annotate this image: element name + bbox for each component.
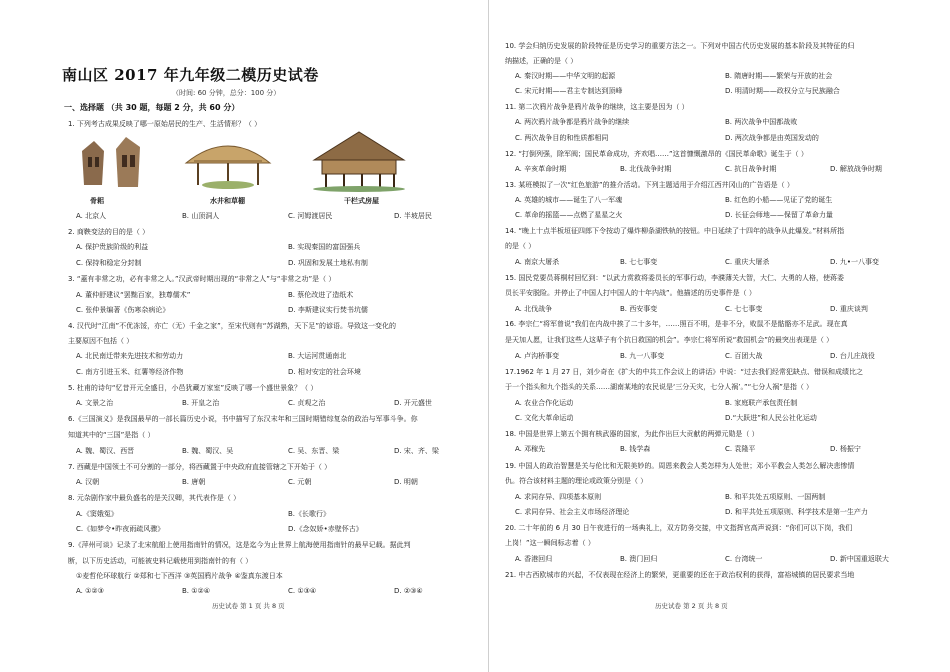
option: A. 辛亥革命时期 bbox=[515, 165, 567, 173]
option: C. 两次战争目的和性质都相同 bbox=[515, 134, 609, 142]
question-12: 12. “打倒列强，除军阀；国民革命成功，齐欢唱……”这首慷慨激昂的《国民革命歌》诞生于（ ） bbox=[505, 150, 808, 158]
option: C. 保持和稳定分封制 bbox=[76, 259, 142, 267]
option: B. 钱学森 bbox=[620, 445, 651, 453]
option: B. 大运河贯通南北 bbox=[288, 352, 347, 360]
option: A. 求同存异、四项基本原则 bbox=[515, 493, 602, 501]
question-18: 18. 中国是世界上第五个拥有核武器的国家，为此作出巨大贡献的两弹元勋是（ ） bbox=[505, 430, 759, 438]
option: A. 两次鸦片战争都是鸦片战争的继续 bbox=[515, 118, 630, 126]
option: D.“大跃进”和人民公社化运动 bbox=[725, 414, 817, 422]
option: D. 台儿庄战役 bbox=[830, 352, 875, 360]
question-19-line2: 仇。符合该材料主题的理论或政策分别是（ ） bbox=[505, 477, 648, 485]
option: D. 明清时期——政权分立与民族融合 bbox=[725, 87, 840, 95]
question-5: 5. 杜甫的诗句“忆昔开元全盛日，小邑犹藏万家室”反映了哪一个盛世景象？（ ） bbox=[68, 384, 318, 392]
option: D. 明朝 bbox=[394, 478, 418, 486]
question-21: 21. 中古西欧城市的兴起，不仅表现在经济上的繁荣，更重要的还在于政治权利的获得，富裕城镇的居民要求当地 bbox=[505, 571, 855, 579]
option: C.《如梦令•昨夜雨疏风骤》 bbox=[76, 525, 165, 533]
page-footer-2: 历史试卷 第 2 页 共 8 页 bbox=[655, 602, 728, 610]
option: A. 文景之治 bbox=[76, 399, 114, 407]
option: B. 山顶洞人 bbox=[182, 212, 220, 220]
option: A. 秦汉时期——中华文明的起源 bbox=[515, 72, 616, 80]
option: A. 农业合作化运动 bbox=[515, 399, 574, 407]
left-column bbox=[62, 0, 480, 672]
question-9-items: ①麦哲伦环球航行 ②郑和七下西洋 ③英国鸦片战争 ④鉴真东渡日本 bbox=[76, 572, 283, 580]
question-15-line1: 15. 国民党要员蒋桐村回忆到：“以武力赏救将委员长的军事行动，李濮薄关大智，大仁、大勇的人格，使蒋委 bbox=[505, 274, 844, 282]
option: B. 开皇之治 bbox=[182, 399, 220, 407]
option: C. 张仲景编著《伤寒杂病论》 bbox=[76, 306, 170, 314]
option: D. 两次战争都是由英国发动的 bbox=[725, 134, 819, 142]
option: B. 北伐战争时期 bbox=[620, 165, 672, 173]
option: D. 宋、齐、梁 bbox=[394, 447, 439, 455]
option: B. 澳门回归 bbox=[620, 555, 658, 563]
option: C. 贞观之治 bbox=[288, 399, 326, 407]
option: A. 保护贵族阶级的利益 bbox=[76, 243, 149, 251]
option: A. 北民南迁带来先进技术和劳动力 bbox=[76, 352, 184, 360]
caption-well-hut: 水井和草棚 bbox=[210, 197, 245, 205]
option: D. 新中国重返联大 bbox=[830, 555, 889, 563]
option: D. 相对安定的社会环境 bbox=[288, 368, 361, 376]
option: A. 英雄的城市——诞生了八一军魂 bbox=[515, 196, 623, 204]
question-17-line1: 17.1962 年 1 月 27 日，刘少奇在《扩大的中共工作会议上的讲话》中说：“过去我们经常犯缺点、错误和成绩比之 bbox=[505, 368, 864, 376]
option: B. 七七事变 bbox=[620, 258, 658, 266]
option: B. ①②④ bbox=[182, 587, 211, 595]
question-20-line2: 上岗！”这一瞬间标志着（ ） bbox=[505, 539, 595, 547]
option: C. 革命的摇篮——点燃了星星之火 bbox=[515, 211, 623, 219]
option: B. 九一八事变 bbox=[620, 352, 665, 360]
question-4-line1: 4. 汉代时“江南”不优冻馁，亦亡（无）千金之家”，至宋代则有“苏湖熟，天下足”的谚语。导致这一变化的 bbox=[68, 322, 397, 330]
question-13: 13. 某班模拟了一次“红色旅游”的推介活动。下列主题适用于介绍江西井冈山的广告语是（ ） bbox=[505, 181, 794, 189]
question-4-line2: 主要原因不包括（ ） bbox=[68, 337, 134, 345]
option: A. 南京大屠杀 bbox=[515, 258, 560, 266]
option: A. 香港回归 bbox=[515, 555, 553, 563]
question-8: 8. 元杂剧作家中最负盛名的是关汉卿，其代表作是（ ） bbox=[68, 494, 241, 502]
option: C. 文化大革命运动 bbox=[515, 414, 574, 422]
question-16-line1: 16. 李宗仁“将军曾说”我们在内战中挨了二十多年，……照百不明，是非不分，败鼠不是骷骼亦不足武。现在真 bbox=[505, 320, 848, 328]
question-16-line2: 是天加人愿，让我们这些人这辈子有个抗日救国的机会”。李宗仁将军所说“救国机会”的最突出表现是（ ） bbox=[505, 336, 834, 344]
exam-title: 南山区 2017 年九年级二模历史试卷 bbox=[62, 66, 319, 84]
option: A. 董仲舒建议“罢黜百家，独尊儒术” bbox=[76, 291, 191, 299]
option: C. 抗日战争时期 bbox=[725, 165, 777, 173]
option: B.《长歌行》 bbox=[288, 510, 331, 518]
question-14-line2: 的是（ ） bbox=[505, 242, 536, 250]
option: B. 两次战争中国都战败 bbox=[725, 118, 798, 126]
question-6-line2: 知道其中的“三国”是指（ ） bbox=[68, 431, 155, 439]
option: D. 开元盛世 bbox=[394, 399, 432, 407]
option: B. 唐朝 bbox=[182, 478, 206, 486]
option: D. 巩固和发展土地私有制 bbox=[288, 259, 368, 267]
option: D. 九•一八事变 bbox=[830, 258, 879, 266]
question-2: 2. 商鞅变法的目的是（ ） bbox=[68, 228, 150, 236]
option: C. 台湾统一 bbox=[725, 555, 763, 563]
option: B. 西安事变 bbox=[620, 305, 658, 313]
option: D.《念奴娇•赤壁怀古》 bbox=[288, 525, 363, 533]
question-1: 1. 下列考古成果反映了哪一原始居民的生产、生活情形？（ ） bbox=[68, 120, 262, 128]
option: A.《窦娥冤》 bbox=[76, 510, 118, 518]
section-heading: 一、选择题 （共 30 题，每题 2 分，共 60 分） bbox=[64, 103, 240, 112]
question-11: 11. 第二次鸦片战争是鸦片战争的继续，这主要是因为（ ） bbox=[505, 103, 689, 111]
question-15-line2: 员长平安脱险。并停止了中国人打中国人的十年内战”。他描述的历史事件是（ ） bbox=[505, 289, 756, 297]
option: A. 北伐战争 bbox=[515, 305, 553, 313]
question-19-line1: 19. 中国人的政治智慧是关与伦比和无限美妙的。周恩来教会人类怎样为人处世；邓小平教会人类怎么解决悲惨情 bbox=[505, 462, 855, 470]
option: D. 李斯建议实行焚书坑儒 bbox=[288, 306, 368, 314]
column-divider bbox=[488, 0, 489, 672]
option: B. 隋唐时期——繁荣与开放的社会 bbox=[725, 72, 833, 80]
option: A. 邓稼先 bbox=[515, 445, 546, 453]
option: B. 和平共处五项原则、一国两制 bbox=[725, 493, 826, 501]
question-9-line1: 9.《萍州可谈》记录了北宋航船上使用指南针的情况，这是迄今为止世界上航海使用指南针的最早记载。据此判 bbox=[68, 541, 411, 549]
option: C. 求同存异、社会主义市场经济理论 bbox=[515, 508, 630, 516]
question-20-line1: 20. 二十年前的 6 月 30 日午夜进行的一场典礼上，双方防务交接，中文指挥官高声说到：“你们可以下岗，我们 bbox=[505, 524, 853, 532]
option: C. 袁隆平 bbox=[725, 445, 756, 453]
question-6-line1: 6.《三国演义》是我国最早的一部长篇历史小说，书中描写了东汉末年和三国时期错综复杂的政治与军事斗争。你 bbox=[68, 415, 418, 423]
option: C. 重庆大屠杀 bbox=[725, 258, 770, 266]
question-3: 3. “蓋有非常之功，必有非常之人。”汉武帝时期出现的“非常之人”与“非常之功”是（ ） bbox=[68, 275, 336, 283]
option: C. 南方引进玉米、红薯等经济作物 bbox=[76, 368, 184, 376]
option: D. 半坡居民 bbox=[394, 212, 432, 220]
option: C. 七七事变 bbox=[725, 305, 763, 313]
page-footer-1: 历史试卷 第 1 页 共 8 页 bbox=[212, 602, 285, 610]
option: B. 蔡伦改进了造纸术 bbox=[288, 291, 354, 299]
option: D. 重庆谈判 bbox=[830, 305, 868, 313]
question-14-line1: 14. “晚上十点半板垣征四郎下令按动了爆炸柳条湖铁轨的按钮。中日延续了十四年的战争从此爆发。”材料所指 bbox=[505, 227, 845, 235]
question-17-line2: 于一个指头和九个指头的关系……湖南某地的农民说是‘三分天灾，七分人祸’。”“七分人祸”是指（ ） bbox=[505, 383, 814, 391]
exam-subtitle: （时间: 60 分钟，总分：100 分） bbox=[172, 89, 281, 97]
question-10-line2: 纳描述，正确的是（ ） bbox=[505, 57, 578, 65]
option: C. 吴、东晋、梁 bbox=[288, 447, 340, 455]
option: A. 卢沟桥事变 bbox=[515, 352, 560, 360]
option: D. 杨振宁 bbox=[830, 445, 861, 453]
question-7: 7. 西藏是中国领土不可分割的一部分，将西藏置于中央政府直接管辖之下开始于（ ） bbox=[68, 463, 332, 471]
caption-bone-spade: 骨耜 bbox=[90, 197, 104, 205]
option: B. 魏、蜀汉、吴 bbox=[182, 447, 234, 455]
option: D. 长征会师地——保留了革命力量 bbox=[725, 211, 833, 219]
option: C. 元朝 bbox=[288, 478, 312, 486]
option: B. 家庭联产承包责任制 bbox=[725, 399, 798, 407]
bone-spade-image bbox=[74, 133, 152, 191]
stilt-house-image bbox=[304, 128, 414, 192]
caption-stilt-house: 干栏式房屋 bbox=[344, 197, 379, 205]
option: D. 解放战争时期 bbox=[830, 165, 882, 173]
option: A. 汉朝 bbox=[76, 478, 100, 486]
well-and-hut-image bbox=[180, 133, 276, 191]
question-9-line2: 断，以下历史活动，可能被史料记载使用到指南针的有（ ） bbox=[68, 557, 253, 565]
option: D. 和平共处五项原则、科学技术是第一生产力 bbox=[725, 508, 868, 516]
option: A. 魏、蜀汉、西晋 bbox=[76, 447, 135, 455]
option: C. 河姆渡居民 bbox=[288, 212, 333, 220]
option: C. ①③④ bbox=[288, 587, 317, 595]
right-column bbox=[505, 0, 920, 672]
option: B. 红色的小船——见证了党的诞生 bbox=[725, 196, 833, 204]
option: A. ①②③ bbox=[76, 587, 104, 595]
question-10-line1: 10. 学会归纳历史发展的阶段特征是历史学习的重要方法之一。下列对中国古代历史发展的基本阶段及其特征的归 bbox=[505, 42, 855, 50]
option: A. 北京人 bbox=[76, 212, 107, 220]
option: B. 实现秦国的富国强兵 bbox=[288, 243, 361, 251]
option: C. 宋元时期——君主专制达到顶峰 bbox=[515, 87, 623, 95]
option: D. ②③④ bbox=[394, 587, 423, 595]
option: C. 百团大战 bbox=[725, 352, 763, 360]
